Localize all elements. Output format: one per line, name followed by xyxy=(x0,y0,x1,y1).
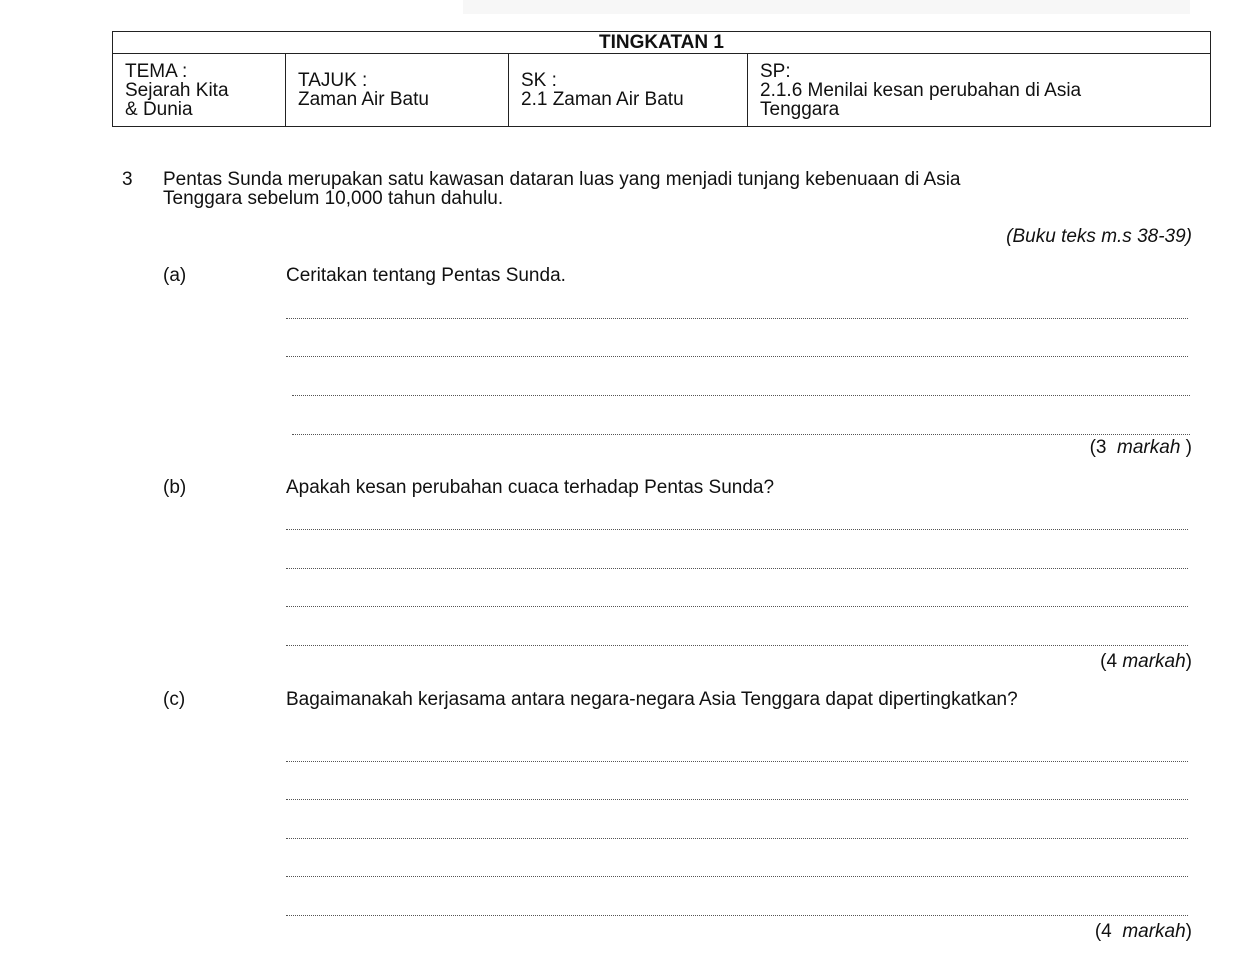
part-b-marks xyxy=(1100,652,1192,671)
part-c-label: (c) xyxy=(163,689,186,710)
answer-line[interactable] xyxy=(286,761,1188,762)
tajuk-cell xyxy=(286,54,509,127)
marks-word: markah xyxy=(1122,651,1186,672)
answer-line[interactable] xyxy=(292,395,1190,396)
marks-open: (3 xyxy=(1089,437,1107,458)
answer-line[interactable] xyxy=(286,318,1188,319)
top-band xyxy=(463,0,1190,14)
marks-close: ) xyxy=(1185,921,1192,942)
question-stem-line1: Pentas Sunda merupakan satu kawasan dataran luas yang menjadi tunjang kebenuaan di Asia xyxy=(163,169,961,190)
textbook-reference: (Buku teks m.s 38-39) xyxy=(1006,226,1192,247)
part-a-marks xyxy=(1090,438,1192,457)
answer-line[interactable] xyxy=(286,356,1188,357)
part-b-label: (b) xyxy=(163,477,187,498)
part-c-question: Bagaimanakah kerjasama antara negara-negara Asia Tenggara dapat dipertingkatkan? xyxy=(286,689,1018,710)
question-stem xyxy=(163,170,1191,208)
question-stem-line2: Tenggara sebelum 10,000 tahun dahulu. xyxy=(163,188,504,209)
answer-line[interactable] xyxy=(286,529,1188,530)
answer-line[interactable] xyxy=(292,434,1190,435)
sp-value-line1: 2.1.6 Menilai kesan perubahan di Asia xyxy=(760,79,1082,101)
marks-open: (4 xyxy=(1100,651,1118,672)
answer-line[interactable] xyxy=(286,915,1188,916)
answer-line[interactable] xyxy=(286,606,1188,607)
answer-line[interactable] xyxy=(286,876,1188,877)
sk-label: SK : xyxy=(521,70,557,91)
marks-word: markah xyxy=(1117,437,1181,458)
answer-line[interactable] xyxy=(286,799,1188,800)
sk-value: 2.1 Zaman Air Batu xyxy=(521,89,684,110)
answer-line[interactable] xyxy=(286,838,1188,839)
tajuk-value: Zaman Air Batu xyxy=(298,89,429,110)
tema-value-line2: & Dunia xyxy=(125,98,193,120)
question-number: 3 xyxy=(122,169,133,190)
sk-cell xyxy=(509,54,748,127)
answer-line[interactable] xyxy=(286,568,1188,569)
marks-open: (4 xyxy=(1094,921,1112,942)
sp-cell xyxy=(748,54,1211,127)
part-b-question: Apakah kesan perubahan cuaca terhadap Pentas Sunda? xyxy=(286,477,775,498)
sp-label: SP: xyxy=(760,60,791,82)
part-c-marks xyxy=(1095,922,1192,941)
sp-value-line2: Tenggara xyxy=(760,98,840,120)
header-table xyxy=(112,31,1211,127)
header-title: TINGKATAN 1 xyxy=(113,32,1211,54)
marks-word: markah xyxy=(1122,921,1186,942)
part-a-label: (a) xyxy=(163,265,187,286)
tema-label: TEMA : xyxy=(125,60,188,82)
tajuk-label: TAJUK : xyxy=(298,70,368,91)
tema-value-line1: Sejarah Kita xyxy=(125,79,229,101)
answer-line[interactable] xyxy=(286,645,1188,646)
marks-close: ) xyxy=(1185,651,1192,672)
part-a-question: Ceritakan tentang Pentas Sunda. xyxy=(286,265,566,286)
marks-close: ) xyxy=(1185,437,1192,458)
tema-cell xyxy=(113,54,286,127)
